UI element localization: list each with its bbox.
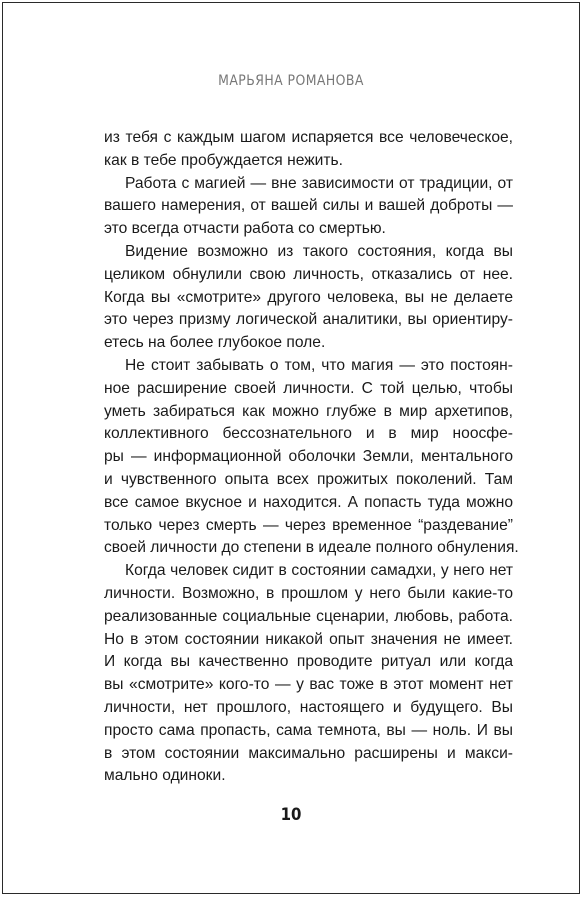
- text-line: просто сама пропасть, сама темнота, вы — ноль. И вы: [104, 721, 513, 739]
- text-line: это через призму логической аналитики, вы ориентиру-: [104, 311, 513, 329]
- book-page: [2, 2, 580, 894]
- text-line: как в тебе пробуждается нежить.: [104, 151, 343, 169]
- paragraph: [104, 127, 513, 173]
- text-line: И когда вы качественно проводите ритуал или когда: [104, 653, 513, 671]
- text-line: только через смерть — через временное “раздевание”: [104, 516, 513, 534]
- text-line: из тебя с каждым шагом испаряется все человеческое,: [104, 129, 513, 146]
- text-line: мально одиноки.: [104, 767, 226, 785]
- paragraph: [104, 241, 513, 355]
- text-line: и чувственного опыта всех прожитых поколений. Там: [104, 470, 513, 488]
- text-line: вашего намерения, от вашей силы и вашей доброты —: [104, 197, 513, 215]
- text-line: целиком обнулили свою личность, отказались от нее.: [104, 265, 513, 283]
- text-line: это всегда отчасти работа со смертью.: [104, 220, 386, 238]
- text-line: личности, нет прошлого, настоящего и будущего. Вы: [104, 698, 513, 716]
- body-text: [104, 127, 519, 788]
- page-number: 10: [280, 805, 302, 825]
- text-line: Работа с магией — вне зависимости от традиции, от: [125, 174, 513, 192]
- text-line: своей личности до степени в идеале полного обнуления.: [104, 539, 519, 557]
- text-line: Когда вы «смотрите» другого человека, вы не делаете: [104, 288, 513, 306]
- text-line: ное расширение своей личности. С той целью, чтобы: [104, 379, 513, 397]
- paragraph: [104, 560, 513, 788]
- text-line: етесь на более глубокое поле.: [104, 334, 326, 352]
- text-line: Но в этом состоянии никакой опыт значения не имеет.: [104, 630, 513, 648]
- text-line: Видение возможно из такого состояния, когда вы: [125, 242, 513, 260]
- paragraph: [104, 355, 519, 560]
- text-line: Не стоит забывать о том, что магия — это постоян-: [125, 356, 513, 374]
- text-line: все самое вкусное и находится. А попасть туда можно: [104, 493, 513, 511]
- text-line: вы «смотрите» кого-то — у вас тоже в этот момент нет: [104, 676, 513, 694]
- text-line: в этом состоянии максимально расширены и макси-: [104, 744, 513, 762]
- text-line: реализованные социальные сценарии, любовь, работа.: [104, 607, 513, 625]
- text-line: ры — информационной оболочки Земли, ментального: [104, 448, 513, 466]
- text-line: уметь забираться как можно глубже в мир архетипов,: [104, 402, 513, 420]
- paragraph: [104, 173, 513, 241]
- text-line: личности. Возможно, в прошлом у него были какие-то: [104, 584, 513, 602]
- text-line: Когда человек сидит в состоянии самадхи, у него нет: [125, 562, 513, 580]
- text-line: коллективного бессознательного и в мир ноосфе-: [104, 425, 513, 443]
- running-head-author: МАРЬЯНА РОМАНОВА: [218, 73, 364, 89]
